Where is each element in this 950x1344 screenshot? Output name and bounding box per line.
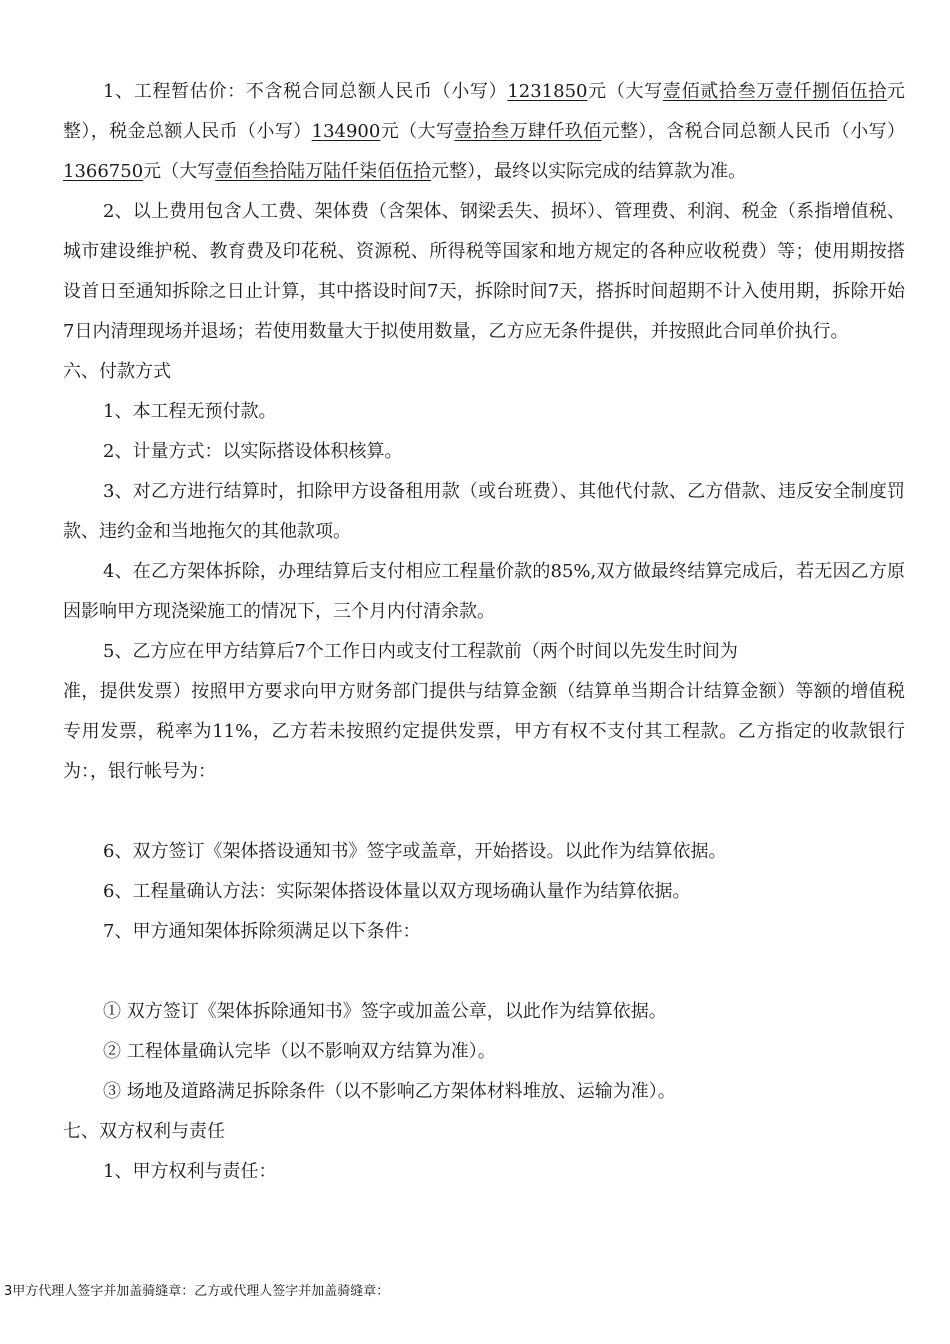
dismantle-condition: ① 双方签订《架体拆除通知书》签字或加盖公章，以此作为结算依据。 [103,1001,667,1022]
dismantle-condition: ③ 场地及道路满足拆除条件（以不影响乙方架体材料堆放、运输为准）。 [103,1081,676,1102]
section-6-title: 六、付款方式 [63,361,171,382]
tax-number: 134900 [311,121,381,142]
amount-ex-tax-words: 壹佰贰拾叁万壹仟捌佰伍拾 [662,81,888,102]
rights-item: 1、甲方权利与责任： [103,1161,277,1182]
dismantle-condition: ② 工程体量确认完毕（以不影响双方结算为准）。 [103,1041,496,1062]
payment-item: 1、本工程无预付款。 [103,401,277,422]
payment-item-5-continued: 准，提供发票）按照甲方要求向甲方财务部门提供与结算金额（结算单当期合计结算金额）等额的增值税专用发票，税率为11%，乙方若未按照约定提供发票，甲方有权不支付其工程款。乙方指定的收款银行为：，银行帐号为： [63,681,905,782]
payment-item: 2、计量方式：以实际搭设体积核算。 [103,441,403,462]
signature-note: 甲方代理人签字并加盖骑缝章：乙方或代理人签字并加盖骑缝章： [12,1284,390,1299]
page-footer [4,1283,389,1301]
payment-item: 6、双方签订《架体搭设通知书》签字或盖章，开始搭设。以此作为结算依据。 [103,841,727,862]
clause-1-estimated-price: 1、工程暂估价：不含税合同总额人民币（小写）1231850元（大写壹佰贰拾叁万壹仟捌佰伍拾元整），税金总额人民币（小写）134900元（大写壹拾叁万肆仟玖佰元整），含税合同总额人民币（小写）1366750元（大写壹佰叁拾陆万陆仟柒佰伍拾元整），最终以实际完成的结算款为准。 [63,81,906,182]
payment-item: 3、对乙方进行结算时，扣除甲方设备租用款（或台班费）、其他代付款、乙方借款、违反安全制度罚款、违约金和当地拖欠的其他款项。 [63,481,905,542]
section-7-title: 七、双方权利与责任 [63,1121,225,1142]
tax-words: 壹拾叁万肆仟玖佰 [454,121,602,142]
payment-item: 6、工程量确认方法：实际架体搭设体量以双方现场确认量作为结算依据。 [103,881,691,902]
page-number: 3 [4,1284,13,1299]
amount-inc-tax-number: 1366750 [63,161,144,182]
payment-item: 4、在乙方架体拆除，办理结算后支付相应工程量价款的85%,双方做最终结算完成后，若无因乙方原因影响甲方现浇梁施工的情况下，三个月内付清余款。 [63,561,905,622]
amount-inc-tax-words: 壹佰叁拾陆万陆仟柒佰伍拾 [215,161,432,182]
blank-line [63,952,905,992]
payment-item: 7、甲方通知架体拆除须满足以下条件： [103,921,421,942]
blank-line [63,792,905,832]
payment-item-5-line-1: 5、乙方应在甲方结算后7个工作日内或支付工程款前（两个时间以先发生时间为 [103,641,738,662]
clause-2-fee-scope: 2、以上费用包含人工费、架体费（含架体、钢梁丢失、损坏）、管理费、利润、税金（系指增值税、城市建设维护税、教育费及印花税、资源税、所得税等国家和地方规定的各种应收税费）等；使用期按搭设首日至通知拆除之日止计算，其中搭设时间7天，拆除时间7天，搭拆时间超期不计入使用期，拆除开始7日内清理现场并退场；若使用数量大于拟使用数量，乙方应无条件提供，并按照此合同单价执行。 [63,201,905,342]
amount-ex-tax-number: 1231850 [507,81,588,102]
document-page [63,72,905,1192]
